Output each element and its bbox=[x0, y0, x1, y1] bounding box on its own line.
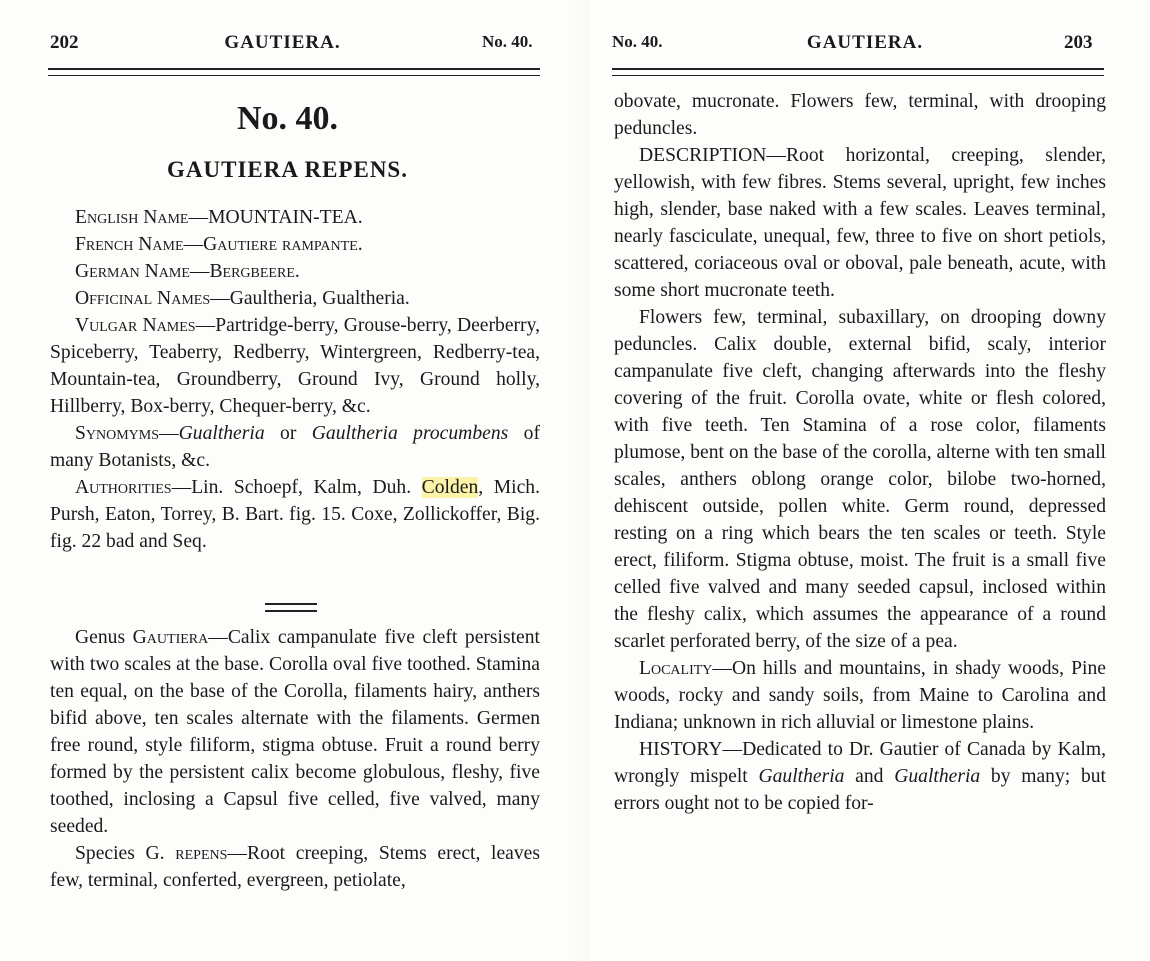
history-pre: —Dedicated to Dr. Gautier of Canada by Kalm, wrongly mispelt bbox=[614, 739, 1106, 787]
genus-section bbox=[50, 624, 540, 894]
continuation-paragraph: obovate, mucronate. Flowers few, terminal, with drooping peduncles. bbox=[614, 91, 1106, 139]
synonyms-paragraph bbox=[50, 420, 540, 474]
french-name-line bbox=[50, 231, 540, 258]
header-rule-left bbox=[48, 68, 540, 76]
history-and: and bbox=[844, 766, 895, 787]
locality-paragraph bbox=[614, 655, 1106, 736]
synonyms-or: or bbox=[264, 423, 312, 444]
officinal-label: Officinal Names bbox=[75, 288, 211, 309]
history-italic-2: Gualtheria bbox=[894, 766, 981, 787]
flowers-paragraph: Flowers few, terminal, subaxillary, on drooping downy peduncles. Calix double, external bifid, scaly, interior campanulate five cleft, changing afterwards into the fleshy covering of the fruit. Corolla ovate, white or flesh colored, with five teeth. Ten Stamina of a rose color, filaments plumose, bent on the base of the corolla, alterne with ten small scales, anthers oblong orange color, bilobe two-horned, dehiscent outside, pollen white. Germ round, depressed resting on a ring which bears the ten scales or teeth. Style erect, filiform. Stigma obtuse, moist. The fruit is a small five celled five valved and many seeded capsul, inclosed within the fleshy calix, which assumes the appearance of a round scarlet perforated berry, of the size of a pea. bbox=[614, 307, 1106, 652]
names-section bbox=[50, 204, 540, 555]
history-post: by many; but errors ought not to be copied for- bbox=[614, 766, 1106, 814]
english-name-line bbox=[50, 204, 540, 231]
authorities-paragraph bbox=[50, 474, 540, 555]
history-paragraph bbox=[614, 736, 1106, 817]
species-label: repens bbox=[175, 843, 228, 864]
german-name-value: —Bergbeere. bbox=[189, 261, 300, 282]
french-name-label: French Name bbox=[75, 234, 184, 255]
history-label: HISTORY bbox=[639, 739, 723, 760]
header-rule-right bbox=[612, 68, 1104, 76]
genus-lead: Genus bbox=[75, 627, 133, 648]
synonyms-dash: — bbox=[159, 423, 179, 444]
german-name-line bbox=[50, 258, 540, 285]
genus-text: —Calix campanulate five cleft persistent with two scales at the base. Corolla oval five toothed. Stamina ten equal, on the base of the Corolla, filaments hairy, anthers bifid above, ten scales alternate with the filaments. Germen free round, style filiform, stigma obtuse. Fruit a round berry formed by the persistent calix become globulous, fleshy, five toothed, inclosing a Capsul five celled, five valved, many seeded. bbox=[50, 627, 540, 837]
entry-number-left: No. 40. bbox=[482, 32, 533, 51]
locality-text: —On hills and mountains, in shady woods, Pine woods, rocky and sandy soils, from Maine to Carolina and Indiana; unknown in rich alluvial or limestone plains. bbox=[614, 658, 1106, 733]
running-head-right bbox=[590, 32, 1150, 56]
vulgar-names-paragraph bbox=[50, 312, 540, 420]
right-page-body bbox=[614, 88, 1106, 817]
heading-title: GAUTIERA REPENS. bbox=[167, 157, 408, 182]
officinal-value: —Gaultheria, Gualtheria. bbox=[210, 288, 410, 309]
description-label: DESCRIPTION bbox=[639, 145, 767, 166]
synonyms-label: Synomyms bbox=[75, 423, 160, 444]
running-title-left: GAUTIERA. bbox=[224, 32, 341, 53]
synonyms-italic-2: Gaultheria procumbens bbox=[311, 423, 509, 444]
authorities-label: Authorities bbox=[75, 477, 172, 498]
entry-number-right: No. 40. bbox=[612, 32, 663, 51]
genus-paragraph bbox=[50, 624, 540, 840]
history-italic-1: Gaultheria bbox=[758, 766, 845, 787]
synonyms-italic-1: Gualtheria bbox=[178, 423, 265, 444]
vulgar-value: —Partridge-berry, Grouse-berry, Deerberry, Spiceberry, Teaberry, Redberry, Wintergreen, Redberry-tea, Mountain-tea, Groundberry, Ground Ivy, Ground holly, Hillberry, Box-berry, Chequer-berry, &c. bbox=[50, 315, 540, 417]
right-page bbox=[590, 0, 1150, 961]
heading-number: No. 40. bbox=[236, 100, 339, 137]
german-name-label: German Name bbox=[75, 261, 190, 282]
species-lead: Species G. bbox=[75, 843, 176, 864]
running-head-left bbox=[0, 32, 575, 56]
english-name-label: English Name bbox=[75, 207, 189, 228]
species-paragraph bbox=[50, 840, 540, 894]
authorities-highlight: Colden bbox=[421, 477, 479, 498]
synonyms-rest: of many Botanists, &c. bbox=[50, 423, 540, 471]
species-text: —Root creeping, Stems erect, leaves few, terminal, conferted, evergreen, petiolate, bbox=[50, 843, 540, 891]
authorities-post: , Mich. Pursh, Eaton, Torrey, B. Bart. fig. 15. Coxe, Zollickoffer, Big. fig. 22 bad and Seq. bbox=[50, 477, 540, 552]
description-text: —Root horizontal, creeping, slender, yellowish, with few fibres. Stems several, upright, few inches high, slender, base naked with a few scales. Leaves terminal, nearly fasciculate, unequal, few, three to five on short petiols, scattered, coriaceous oval or oboval, pale beneath, acute, with some short mucronate teeth. bbox=[614, 145, 1106, 301]
french-name-value: —Gautiere rampante. bbox=[183, 234, 363, 255]
genus-label: Gautiera bbox=[132, 627, 209, 648]
officinal-names-line bbox=[50, 285, 540, 312]
section-divider bbox=[265, 603, 317, 612]
running-title-right: GAUTIERA. bbox=[806, 32, 924, 53]
page-number-left: 202 bbox=[50, 32, 79, 53]
gutter bbox=[575, 0, 590, 961]
english-name-value: —MOUNTAIN-TEA. bbox=[188, 207, 363, 228]
locality-label: Locality bbox=[639, 658, 713, 679]
vulgar-label: Vulgar Names bbox=[75, 315, 196, 336]
page-number-right: 203 bbox=[1064, 32, 1093, 53]
description-paragraph bbox=[614, 142, 1106, 304]
authorities-pre: —Lin. Schoepf, Kalm, Duh. bbox=[171, 477, 422, 498]
